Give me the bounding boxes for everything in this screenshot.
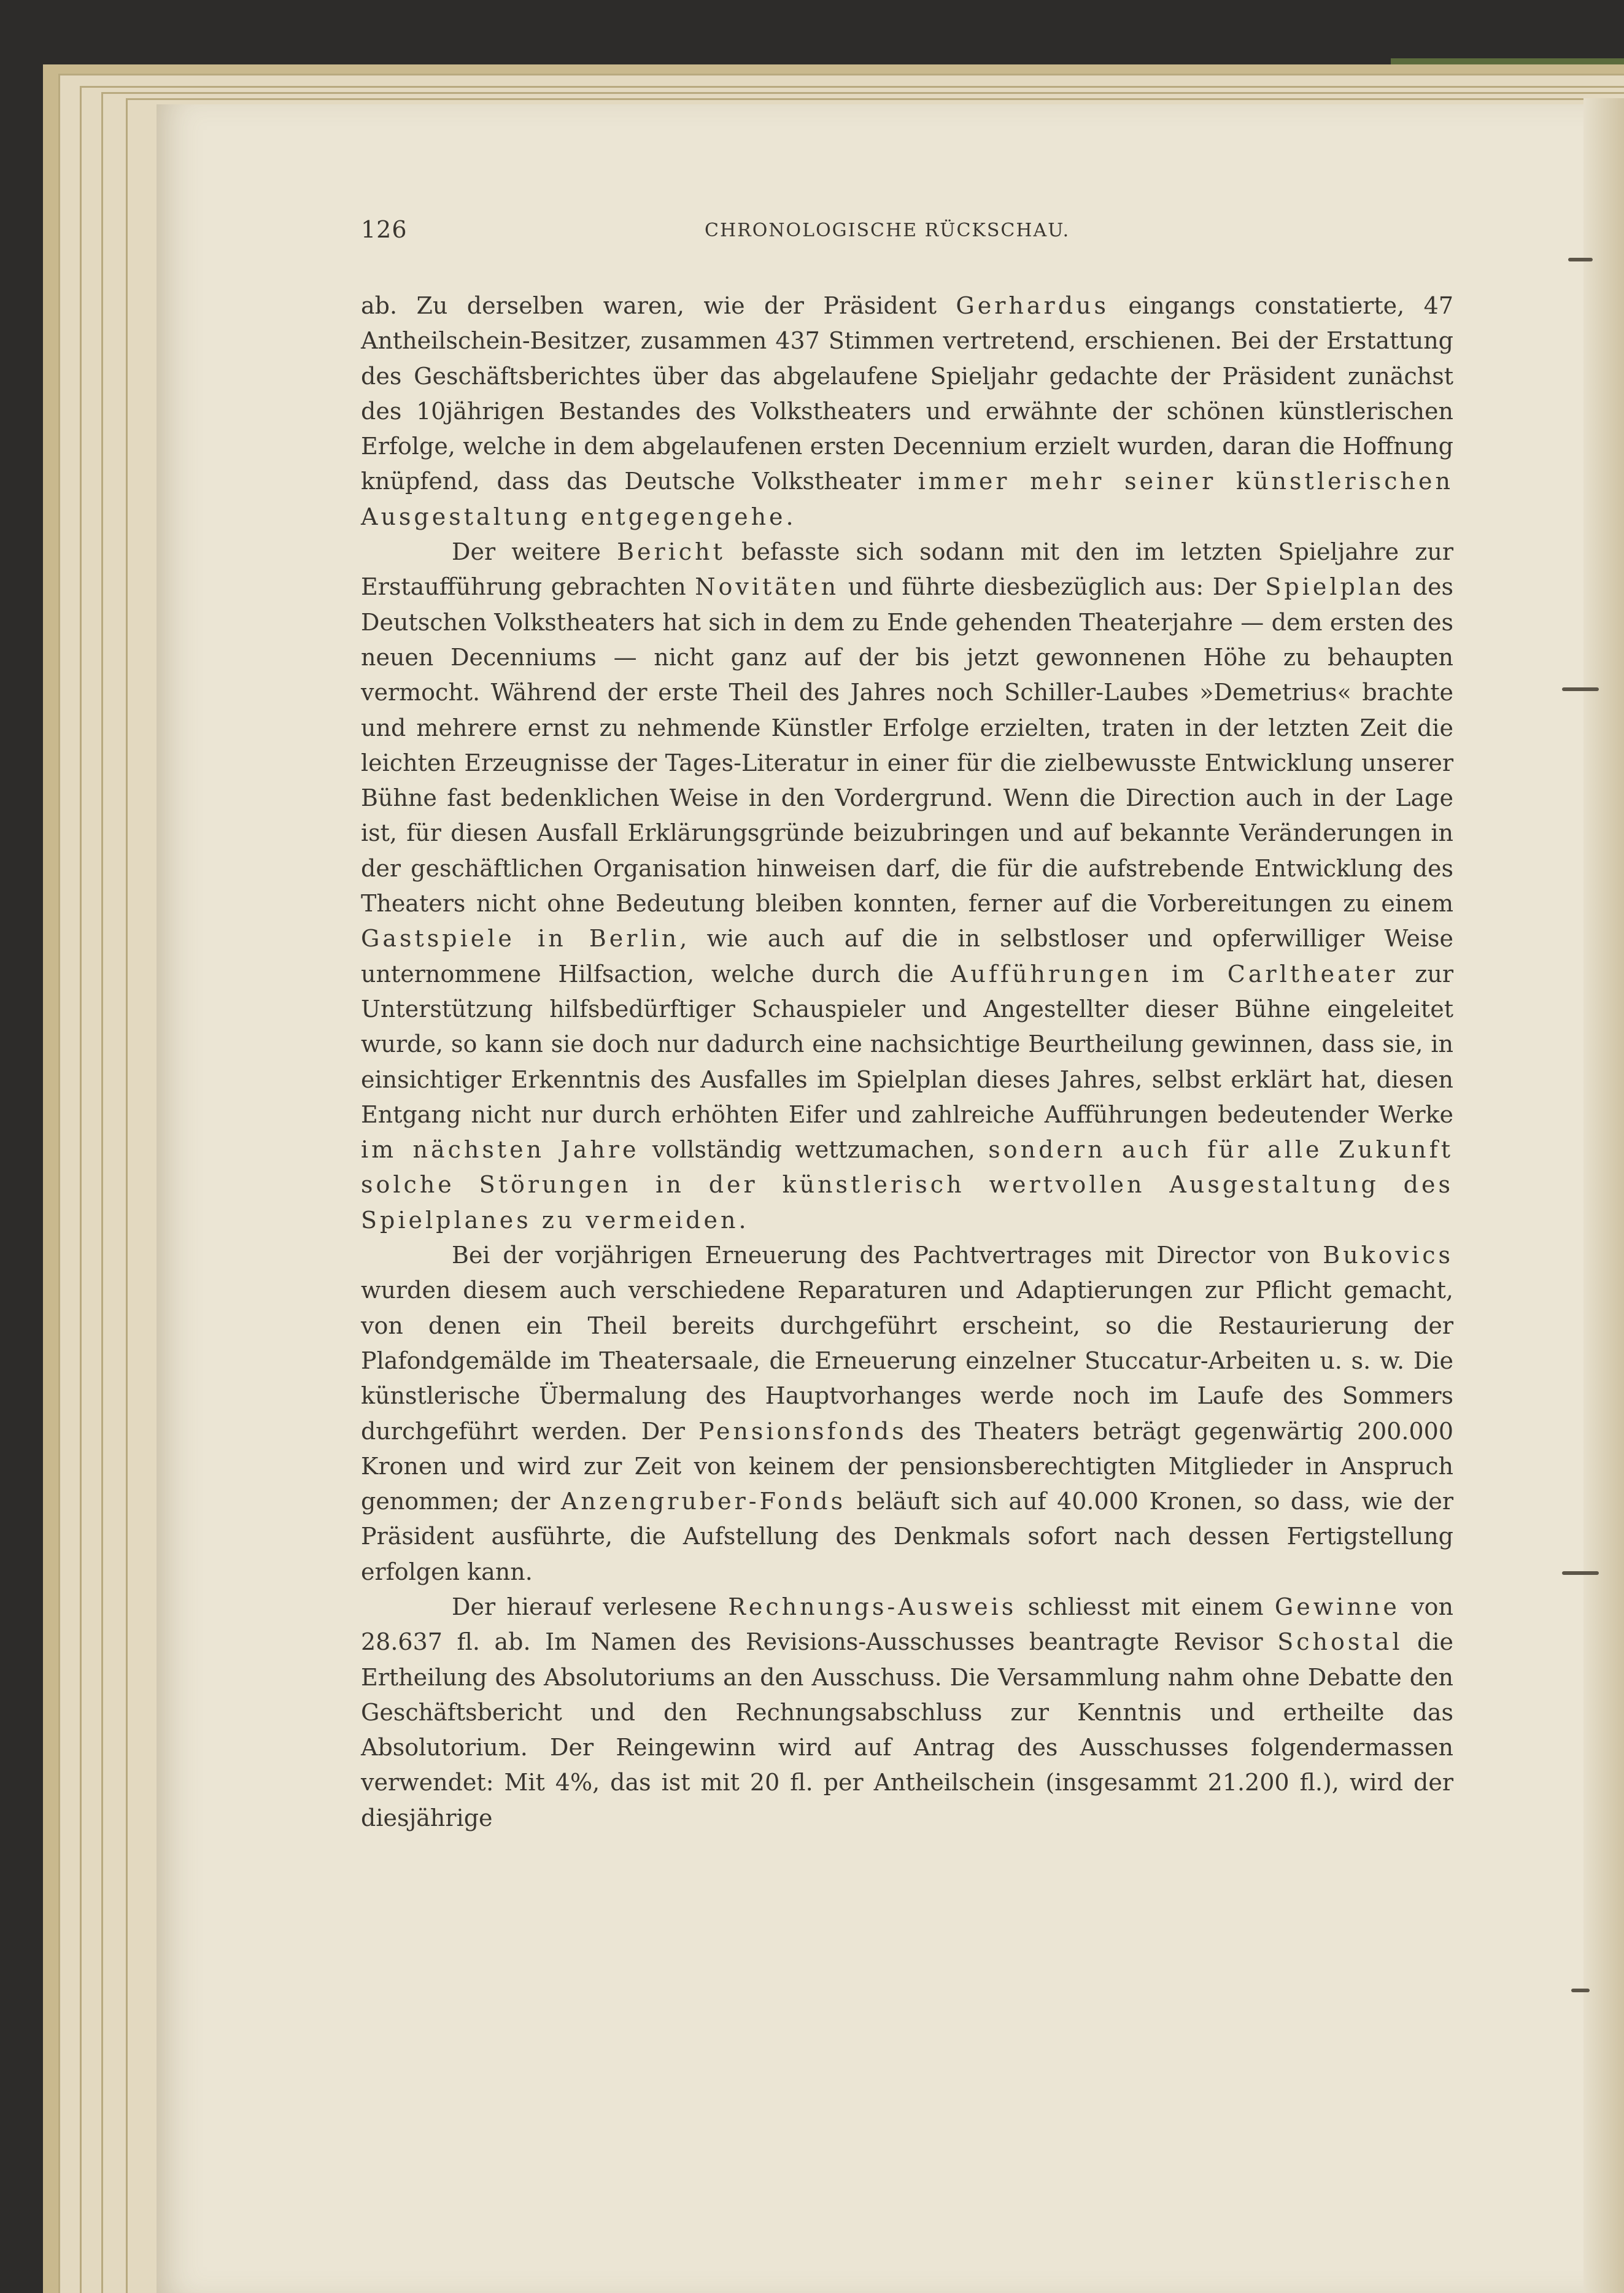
- spaced-name: Bukovics: [1323, 1242, 1453, 1269]
- spaced-emphasis: Novitäten: [695, 573, 840, 601]
- text-run: eingangs constatierte, 47 Antheilschein-Besitzer, zusammen 437 Stimmen vertretend, erschienen. Bei der Erstattung des Geschäftsberichtes über das abgelaufene Spieljahr gedachte der Präsident zunächst des 10jährigen Bestandes des Volkstheaters und erwähnte der schönen künstlerischen Erfolge, welche in dem abgelaufenen ersten Decennium erzielt wurden, daran die Hoffnung knüpfend, dass das Deutsche Volkstheater: [361, 292, 1453, 495]
- text-run: , wie auch auf die in selbstloser und opferwilliger Weise unternommene Hilfsaction, welche durch die: [361, 925, 1453, 988]
- spaced-emphasis: Anzengruber-Fonds: [560, 1488, 846, 1515]
- text-run: .: [786, 503, 794, 530]
- text-run: zur Unterstützung hilfsbedürftiger Schauspieler und Angestellter dieser Bühne eingeleitet wurde, so kann sie doch nur dadurch eine nachsichtige Beurtheilung gewinnen, dass sie, in einsichtiger Erkenntnis des Ausfalles im Spielplan dieses Jahres, selbst erklärt hat, diesen Entgang nicht nur durch erhöhten Eifer und zahlreiche Aufführungen bedeutender Werke: [361, 960, 1453, 1128]
- text-run: Der weitere: [452, 538, 617, 566]
- spaced-emphasis: sondern auch für alle Zukunft solche Störungen in der künstlerisch wertvollen Ausgestaltung des Spielplanes zu vermeiden: [361, 1136, 1453, 1234]
- text-run: beläuft sich auf 40.000 Kronen, so dass, wie der Präsident ausführte, die Aufstellung des Denkmals sofort nach dessen Fertigstellung erfolgen kann.: [361, 1488, 1453, 1585]
- page-mark: [1568, 258, 1593, 261]
- text-run: Bei der vorjährigen Erneuerung des Pachtvertrages mit Director von: [452, 1242, 1323, 1269]
- text-run: schliesst mit einem: [1016, 1593, 1275, 1620]
- text-run: .: [738, 1206, 746, 1234]
- paragraph-3: [361, 1238, 1453, 1590]
- spaced-emphasis: Gewinne: [1274, 1593, 1400, 1620]
- text-run: wurden diesem auch verschiedene Reparaturen und Adaptierungen zur Pflicht gemacht, von denen ein Theil bereits durchgeführt erscheint, so die Restaurierung der Plafondgemälde im Theatersaale, die Erneuerung einzelner Stuccatur-Arbeiten u. s. w. Die künstlerische Übermalung des Hauptvorhanges werde noch im Laufe des Sommers durchgeführt werden. Der: [361, 1277, 1453, 1445]
- spaced-emphasis: Rechnungs-Ausweis: [728, 1593, 1017, 1620]
- spaced-emphasis: Aufführungen im Carltheater: [950, 960, 1398, 988]
- text-run: und führte diesbezüglich aus: Der: [839, 573, 1266, 601]
- running-title: CHRONOLOGISCHE RÜCKSCHAU.: [705, 220, 1070, 241]
- text-run: des Theaters beträgt gegenwärtig 200.000 Kronen und wird zur Zeit von keinem der pensionsberechtigten Mitglieder in Anspruch genommen; der: [361, 1417, 1453, 1515]
- page-mark: [1562, 1571, 1599, 1575]
- running-head: [361, 216, 1453, 253]
- text-run: die Ertheilung des Absolutoriums an den Ausschuss. Die Versammlung nahm ohne Debatte den Geschäftsbericht und den Rechnungsabschluss zur Kenntnis und ertheilte das Absolutorium. Der Reingewinn wird auf Antrag des Ausschusses folgendermassen verwendet: Mit 4%, das ist mit 20 fl. per Antheilschein (insgesammt 21.200 fl.), wird der diesjährige: [361, 1628, 1453, 1831]
- text-run: ab. Zu derselben waren, wie der Präsident: [361, 292, 956, 319]
- text-run: von 28.637 fl. ab. Im Namen des Revisions-Ausschusses beantragte Revisor: [361, 1593, 1453, 1656]
- spaced-emphasis: Bericht: [617, 538, 725, 566]
- text-run: vollständig wettzumachen,: [639, 1136, 989, 1164]
- page-number: 126: [361, 216, 408, 243]
- paragraph-4: [361, 1590, 1453, 1836]
- spaced-name: Gerhardus: [956, 292, 1110, 319]
- text-run: Der hierauf verlesene: [452, 1593, 729, 1620]
- spaced-emphasis: Gastspiele in Berlin: [361, 925, 680, 953]
- page-mark: [1571, 1989, 1590, 1992]
- page-text: [361, 216, 1453, 1836]
- paragraph-2: [361, 535, 1453, 1238]
- spaced-emphasis: Spielplan: [1265, 573, 1404, 601]
- page-mark: [1562, 687, 1599, 691]
- spaced-emphasis: Pensionsfonds: [698, 1417, 907, 1445]
- spaced-name: Schostal: [1277, 1628, 1403, 1656]
- page-gutter: [1583, 98, 1624, 2293]
- text-run: befasste sich sodann mit den im letzten Spieljahre zur Erstaufführung gebrachten: [361, 538, 1453, 601]
- paragraph-1: [361, 288, 1453, 535]
- text-run: des Deutschen Volkstheaters hat sich in dem zu Ende gehenden Theaterjahre — dem ersten des neuen Decenniums — nicht ganz auf der bis jetzt gewonnenen Höhe zu behaupten vermocht. Während der erste Theil des Jahres noch Schiller-Laubes »Demetrius« brachte und mehrere ernst zu nehmende Künstler Erfolge erzielten, traten in der letzten Zeit die leichten Erzeugnisse der Tages-Literatur in einer für die zielbewusste Entwicklung unserer Bühne fast bedenklichen Weise in den Vordergrund. Wenn die Direction auch in der Lage ist, für diesen Ausfall Erklärungsgründe beizubringen und auf bekannte Veränderungen in der geschäftlichen Organisation hinweisen darf, die für die aufstrebende Entwicklung des Theaters nicht ohne Bedeutung bleiben konnten, ferner auf die Vorbereitungen zu einem: [361, 573, 1453, 918]
- spaced-emphasis: im nächsten Jahre: [361, 1136, 640, 1164]
- spaced-emphasis: immer mehr seiner künstlerischen Ausgestaltung entgegengehe: [361, 468, 1453, 530]
